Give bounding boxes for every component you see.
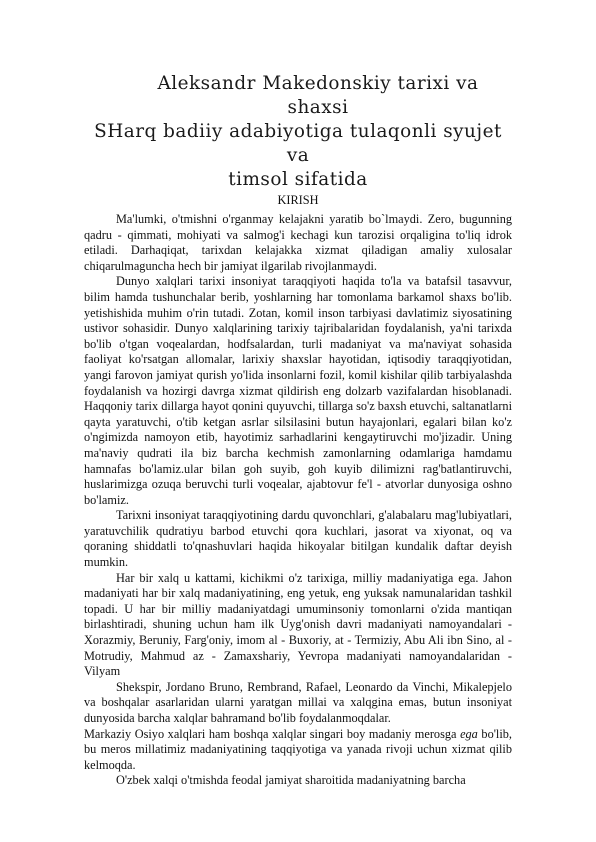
- paragraph-5: Shekspir, Jordano Bruno, Rembrand, Rafael, Leonardo da Vinchi, Mikalepjelo va boshqalar asarlaridan ularni yaratgan millai va xalqgina emas, butun insoniyat dunyosida barcha xalqlar bahramand bo'lib foydalanmoqdalar.: [84, 679, 512, 725]
- paragraph-6-text-start: Markaziy Osiyo xalqlari ham boshqa xalqlar singari boy madaniy merosga: [84, 726, 461, 741]
- paragraph-3: Tarixni insoniyat taraqqiyotining dardu quvonchlari, g'alabalaru mag'lubiyatlari, yaratuvchilik qudratiyu barbod etuvchi qora kuchlari, jasorat va xiyonat, oq va qoraning shiddatli to'qnashuvlari haqida hikoyalar bitilgan kundalik daftar deyish mumkin.: [84, 508, 512, 570]
- section-heading: KIRISH: [277, 193, 319, 207]
- body-text: [84, 212, 512, 789]
- paragraph-1: Ma'lumki, o'tmishni o'rganmay kelajakni yaratib bo`lmaydi. Zero, bugunning qadru - qimmati, mohiyati va salmog'i kechagi kun tarozisi orqaligina to'liq idrok etiladi. Darhaqiqat, tarixdan kelajakka xizmat qiladigan amaliy xulosalar chiqarulmaguncha hech bir jamiyat ilgarilab rivojlanmaydi.: [84, 212, 512, 273]
- paragraph-6: [84, 727, 512, 774]
- title-line-2: SHarq badiiy adabiyotiga tulaqonli syujet va: [94, 121, 502, 166]
- paragraph-2: Dunyo xalqlari tarixi insoniyat taraqqiyoti haqida to'la va batafsil tasavvur, bilim hamda tushunchalar berib, yoshlarning har tomonlama barkamol shaxs bo'lib. yetishishida muhim o'rin tutadi. Zotan, komil inson tarbiyasi davlatimiz siyosatining ustivor sohasidir. Dunyo xalqlarining tarixiy tajribalaridan foydalanish, ya'ni tarixda bo'lib o'tgan voqealardan, hodfsalardan, turli madaniyat va ma'naviyat sohasida faoliyat ko'rsatgan allomalar, larixiy shaxslar hayotidan, iqtisodiy taraqqiyotidan, yangi farovon jamiyat qurish yo'lida insonlarni fozil, komil kishilar qilib tarbiyalashda foydalanish va hozirgi davrga xizmat qildirish eng dolzarb vazifalardan hisoblanadi. Haqqoniy tarix dillarga hayot qonini quyuvchi, tillarga so'z baxsh etuvchi, saltanatlarni qayta yaratuvchi, o'tib ketgan asrlar silsilasini butun hayajonlari, egalari bilan ko'z o'ngimizda namoyon etib, hayotimiz sarhadlarini kengaytiruvchi mo'jizadir. Uning ma'naviy qudrati ila biz barcha kechmish zamonlarning odamlariga hamdamu hamnafas bo'lamiz.ular bilan goh suyib, goh kuyib dilimizni rag'batlantiruvchi, huslarimizga ozuqa beruvchi turli voqealar, ajabtovur fe'l - atvorlar dunyosiga oshno bo'lamiz.: [84, 274, 512, 507]
- paragraph-4: Har bir xalq u kattami, kichikmi o'z tarixiga, milliy madaniyatiga ega. Jahon madaniyati har bir xalq madaniyatining, eng yetuk, eng yuksak namunalaridan tashkil topadi. U har bir milliy madaniyatdagi umuminsoniy tomonlarni o'zida mantiqan birlashtiradi, shuning uchun ham ilk Uyg'onish davri madaniyati namoyandalari -Xorazmiy, Beruniy, Farg'oniy, imom al - Buxoriy, at - Termiziy, Abu Ali ibn Sino, al -Motrudiy, Mahmud az - Zamaxshariy, Yevropa madaniyati namoyandalaridan - Vilyam: [84, 570, 512, 679]
- paragraph-7: O'zbek xalqi o'tmishda feodal jamiyat sharoitida madaniyatning barcha: [116, 773, 466, 788]
- title-line-3: timsol sifatida: [228, 169, 368, 190]
- title-line-1: Aleksandr Makedonskiy tarixi va shaxsi: [157, 73, 479, 118]
- document-title: [84, 72, 512, 192]
- paragraph-6-italic-word: ega: [460, 726, 478, 741]
- paragraph-6-text-end: bo'lib, bu meros millatimiz madaniyatining taqqiyotiga va yanada rivoji uchun xizmat qilib kelmoqda.: [84, 726, 512, 772]
